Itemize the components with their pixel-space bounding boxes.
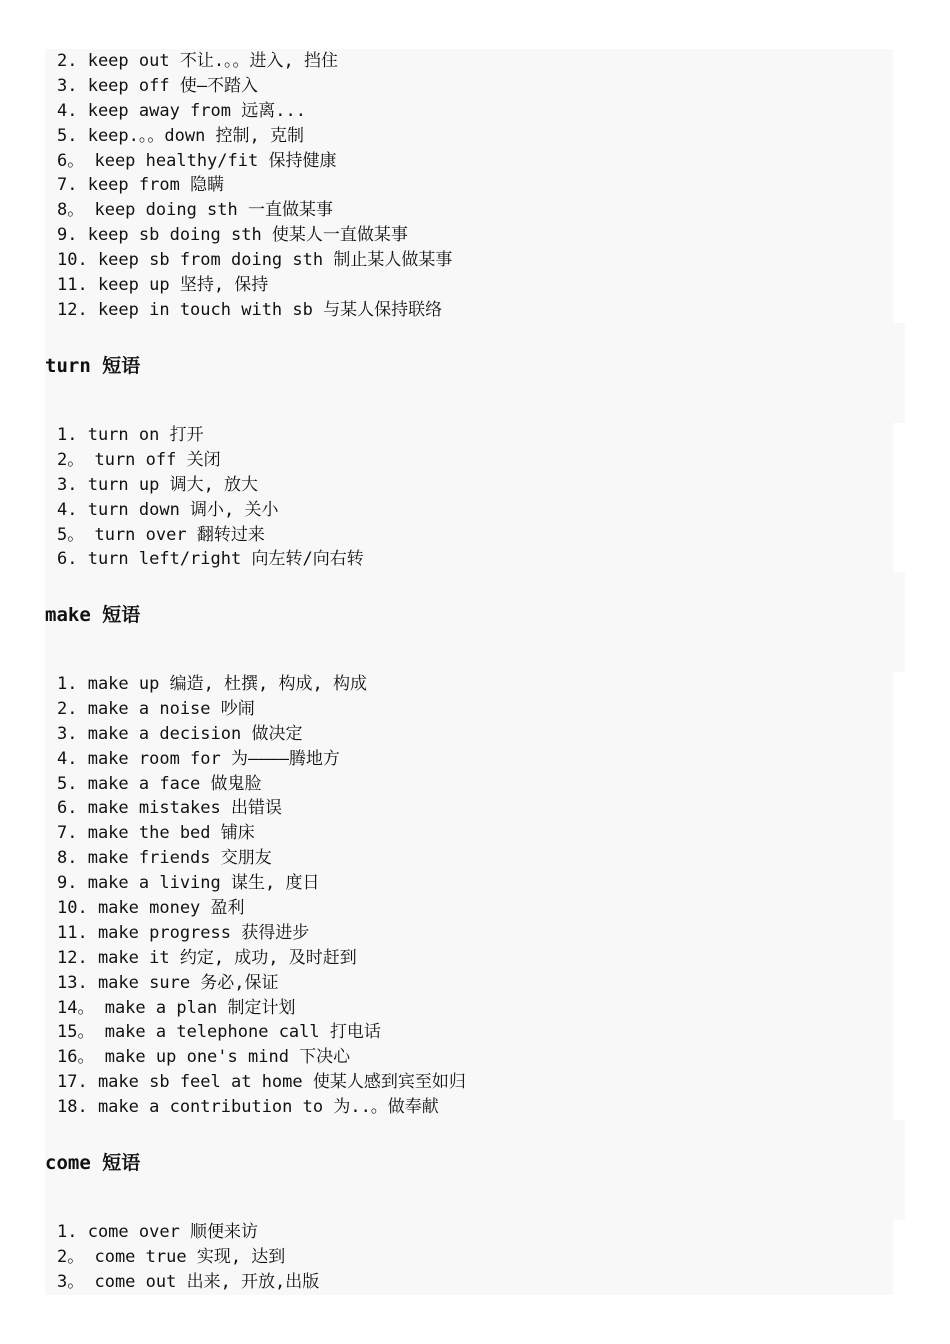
list-item: 10. keep sb from doing sth 制止某人做某事 [57, 250, 453, 271]
list-item: 1. come over 顺便来访 [57, 1222, 259, 1242]
list-item: 15。 make a telephone call 打电话 [57, 1022, 381, 1043]
list-item: 8。 keep doing sth 一直做某事 [57, 200, 333, 221]
list-item: 3. make a decision 做决定 [57, 723, 303, 744]
list-item: 12. make it 约定, 成功, 及时赶到 [57, 947, 357, 968]
section-heading-make: make 短语 [45, 604, 141, 626]
list-item: 1. turn on 打开 [57, 425, 204, 445]
come-heading-band [45, 1120, 905, 1220]
list-item: 5. make a face 做鬼脸 [57, 773, 262, 794]
list-item: 6. turn left/right 向左转/向右转 [57, 549, 364, 570]
list-item: 2。 come true 实现, 达到 [57, 1246, 286, 1267]
list-item: 4. turn down 调小, 关小 [57, 499, 279, 520]
list-item: 9. make a living 谋生, 度日 [57, 873, 320, 894]
section-heading-come: come 短语 [45, 1152, 141, 1174]
list-item: 3。 come out 出来, 开放,出版 [57, 1271, 320, 1292]
list-item: 4. make room for 为————腾地方 [57, 748, 340, 769]
list-item: 14。 make a plan 制定计划 [57, 997, 296, 1018]
keep-phrase-list [45, 49, 893, 323]
list-item: 11. make progress 获得进步 [57, 922, 310, 943]
list-item: 3. turn up 调大, 放大 [57, 474, 259, 495]
list-item: 16。 make up one's mind 下决心 [57, 1047, 351, 1068]
list-item: 9. keep sb doing sth 使某人一直做某事 [57, 225, 408, 246]
list-item: 6. make mistakes 出错误 [57, 798, 282, 819]
turn-heading-band [45, 323, 905, 423]
list-item: 10. make money 盈利 [57, 898, 245, 919]
come-phrase-list [45, 1220, 893, 1295]
section-heading-turn: turn 短语 [45, 355, 141, 377]
list-item: 8. make friends 交朋友 [57, 848, 272, 869]
list-item: 5。 turn over 翻转过来 [57, 524, 265, 545]
make-phrase-list [45, 672, 893, 1120]
list-item: 6。 keep healthy/fit 保持健康 [57, 150, 337, 171]
list-item: 1. make up 编造, 杜撰, 构成, 构成 [57, 674, 367, 694]
list-item: 3. keep off 使—不踏入 [57, 75, 259, 96]
make-heading-band [45, 572, 905, 672]
list-item: 18. make a contribution to 为..。做奉献 [57, 1097, 439, 1118]
list-item: 5. keep.。。down 控制, 克制 [57, 125, 305, 146]
list-item: 2. make a noise 吵闹 [57, 698, 255, 719]
list-item: 13. make sure 务必,保证 [57, 972, 279, 993]
list-item: 2. keep out 不让.。。进入, 挡住 [57, 51, 339, 71]
list-item: 4. keep away from 远离... [57, 100, 306, 121]
turn-phrase-list [45, 423, 893, 572]
list-item: 17. make sb feel at home 使某人感到宾至如归 [57, 1072, 466, 1093]
list-item: 7. keep from 隐瞒 [57, 175, 225, 196]
list-item: 12. keep in touch with sb 与某人保持联络 [57, 299, 443, 320]
list-item: 7. make the bed 铺床 [57, 823, 255, 844]
list-item: 2。 turn off 关闭 [57, 449, 221, 470]
list-item: 11. keep up 坚持, 保持 [57, 275, 269, 296]
